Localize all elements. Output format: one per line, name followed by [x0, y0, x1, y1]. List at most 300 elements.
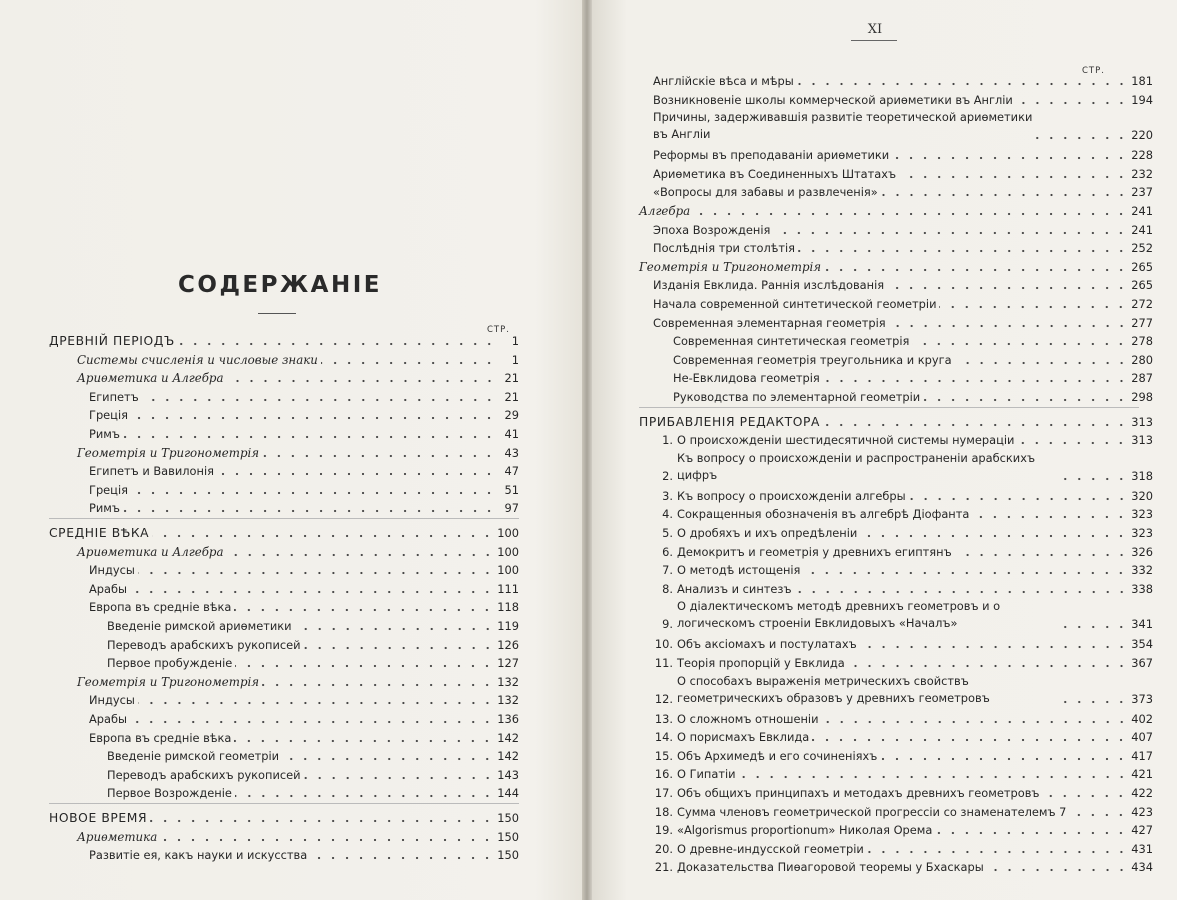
toc-entry-title: Греція: [89, 482, 128, 497]
dot-leader: [295, 627, 495, 631]
toc-entry-title: Реформы въ преподаваніи ариѳметики: [653, 148, 890, 163]
toc-entry-title: Развитіе ея, какъ науки и искусства: [89, 848, 308, 863]
toc-entry-number: 11.: [654, 656, 673, 670]
dot-leader: [923, 398, 1128, 402]
toc-entry-page: 142: [497, 730, 519, 745]
dot-leader: [1069, 813, 1128, 817]
toc-entry-page: 318: [1131, 468, 1153, 483]
toc-entry-page: 1: [511, 334, 519, 348]
toc-subsection: [77, 541, 519, 560]
toc-entry-page: 132: [497, 674, 519, 689]
section-divider: [639, 407, 1139, 408]
dot-leader: [892, 156, 1128, 160]
toc-entry-page: 127: [497, 656, 519, 671]
toc-section: [49, 330, 519, 349]
toc-entry-page: 136: [497, 712, 519, 726]
toc-entry-title: Анализъ и синтезъ: [677, 581, 792, 596]
toc-entry: [653, 237, 1153, 256]
dot-leader: [235, 794, 494, 798]
toc-subsection: [639, 200, 1153, 219]
toc-entry-title: Римъ: [89, 427, 120, 441]
toc-entry: [653, 70, 1153, 89]
toc-entry-page: 431: [1131, 841, 1153, 856]
dot-leader: [867, 850, 1128, 854]
toc-entry: [89, 578, 519, 597]
toc-entry-title: Геометрія и Тригонометрія: [639, 259, 822, 274]
toc-entry-title: Послѣднія три столѣтія: [653, 241, 796, 256]
toc-entry-page: 423: [1131, 804, 1153, 819]
toc-entry-title: Сокращенныя обозначенія въ алгебрѣ Діофанта: [677, 507, 970, 522]
dot-leader: [304, 776, 495, 780]
toc-entry-page: 434: [1131, 860, 1153, 875]
toc-entry-page: 332: [1131, 563, 1153, 578]
toc-entry-title: Объ аксіомахъ и постулатахъ: [677, 637, 857, 652]
dot-leader: [178, 342, 496, 346]
toc-entry: [89, 596, 519, 615]
toc-subsection: [77, 442, 519, 461]
toc-entry-title: Римъ: [89, 501, 120, 516]
toc-subsection: [77, 367, 519, 386]
toc-entry-title: Системы счисленія и числовые знаки: [77, 352, 318, 367]
toc-entry-number: 12.: [654, 691, 673, 706]
title-underline: [258, 313, 296, 314]
toc-entry: [107, 652, 519, 671]
toc-entry: [107, 745, 519, 764]
toc-entry-title: Теорія пропорцій у Евклида: [677, 656, 845, 670]
toc-entry-page: 47: [504, 464, 519, 479]
toc-entry-title: Причины, задерживавшія развитіе теоретической ариѳметики въ Англіи: [653, 110, 1033, 142]
toc-entry-number: 13.: [654, 711, 673, 726]
toc-entry: [651, 856, 1153, 875]
dot-leader: [848, 664, 1129, 668]
toc-entry-title: Сумма членовъ геометрической прогрессіи со знаменателемъ 7: [677, 804, 1067, 819]
dot-leader: [881, 193, 1129, 197]
page-column-label: СТР.: [1082, 66, 1105, 76]
toc-list-left: [49, 330, 519, 870]
toc-entry: [651, 503, 1153, 522]
dot-leader: [823, 423, 1128, 427]
dot-leader: [889, 324, 1129, 328]
page-title: СОДЕРЖАНІЕ: [178, 272, 382, 298]
toc-entry-page: 1: [511, 352, 519, 367]
toc-entry-title: Возникновеніе школы коммерческой ариѳметики въ Англіи: [653, 92, 1013, 107]
toc-entry: [89, 460, 519, 479]
toc-entry-number: 21.: [654, 860, 673, 875]
dot-leader: [150, 819, 494, 823]
page-column-label: СТР.: [487, 325, 510, 335]
toc-entry-page: 100: [497, 563, 519, 578]
dot-leader: [739, 775, 1129, 779]
toc-entry-title: Египетъ и Вавилонія: [89, 464, 214, 479]
dot-leader: [227, 553, 495, 557]
toc-entry-page: 277: [1131, 315, 1153, 330]
toc-entry: [651, 541, 1153, 560]
dot-leader: [797, 82, 1129, 86]
toc-entry-title: Арабы: [89, 581, 128, 596]
toc-entry-page: 97: [504, 501, 519, 516]
toc-entry-page: 407: [1131, 730, 1153, 745]
toc-entry: [653, 274, 1153, 293]
dot-leader: [887, 286, 1128, 290]
toc-entry-title: О діалектическомъ методѣ древнихъ геометровъ и о логическомъ строеніи Евклидовыхъ «Началъ»: [677, 599, 1001, 631]
toc-entry-number: 14.: [654, 730, 673, 745]
toc-entry-page: 367: [1131, 656, 1153, 670]
toc-entry: [89, 423, 519, 442]
toc-entry-title: Алгебра: [639, 204, 691, 218]
dot-leader: [138, 571, 494, 575]
toc-entry-number: 15.: [654, 748, 673, 763]
toc-entry: [89, 497, 519, 516]
toc-entry: [651, 838, 1153, 857]
toc-entry-title: Ариѳметика въ Соединенныхъ Штатахъ: [653, 166, 897, 181]
book-gutter: [582, 0, 592, 900]
toc-entry-page: 194: [1131, 92, 1153, 107]
dot-leader: [912, 342, 1128, 346]
toc-entry-title: О древне-индусской геометріи: [677, 841, 864, 856]
dot-leader: [234, 608, 494, 612]
dot-leader: [798, 249, 1128, 253]
toc-entry-title: О происхожденіи шестидесятичной системы нумераціи: [677, 433, 1015, 448]
toc-list-right: [639, 70, 1153, 885]
toc-entry-number: 17.: [654, 786, 673, 800]
toc-entry-title: Англійскіе вѣса и мѣры: [653, 74, 794, 88]
toc-entry-page: 142: [497, 749, 519, 764]
toc-entry-title: О порисмахъ Евклида: [677, 730, 810, 745]
dot-leader: [823, 379, 1128, 383]
dot-leader: [795, 590, 1129, 594]
toc-entry-title: О сложномъ отношеніи: [677, 711, 819, 726]
toc-entry-number: 9.: [662, 617, 673, 632]
toc-entry: [651, 429, 1153, 448]
toc-entry: [651, 448, 1153, 484]
toc-entry-title: Демокритъ и геометрія у древнихъ египтянъ: [677, 544, 952, 559]
toc-entry-title: Современная геометрія треугольника и круга: [673, 352, 952, 367]
dot-leader: [955, 553, 1129, 557]
toc-entry: [653, 312, 1153, 331]
toc-entry-page: 417: [1131, 748, 1153, 763]
toc-entry: [651, 782, 1153, 801]
dot-leader: [130, 720, 494, 724]
toc-entry-title: Объ общихъ принципахъ и методахъ древнихъ геометровъ: [677, 786, 1040, 800]
toc-entry: [89, 708, 519, 727]
toc-entry-title: Индусы: [89, 693, 135, 708]
toc-entry-title: Ариѳметика: [77, 829, 158, 844]
toc-entry-title: Ариѳметика и Алгебра: [77, 371, 224, 386]
toc-entry: [651, 801, 1153, 820]
toc-entry: [651, 522, 1153, 541]
dot-leader: [1060, 625, 1128, 629]
toc-subsection: [77, 349, 519, 368]
toc-entry: [651, 819, 1153, 838]
toc-entry-title: О Гипатіи: [677, 767, 736, 782]
toc-entry-page: 241: [1131, 204, 1153, 218]
toc-entry-page: 241: [1131, 222, 1153, 237]
toc-entry: [651, 578, 1153, 597]
toc-entry-number: 7.: [662, 563, 673, 578]
dot-leader: [1036, 136, 1128, 140]
dot-leader: [262, 454, 496, 458]
toc-entry: [651, 596, 1153, 632]
toc-entry: [651, 726, 1153, 745]
dot-leader: [773, 231, 1128, 235]
toc-entry-page: 338: [1131, 581, 1153, 596]
toc-entry-title: Введеніе римской геометріи: [107, 749, 280, 764]
dot-leader: [282, 757, 494, 761]
toc-entry-page: 21: [504, 371, 519, 386]
toc-entry: [653, 181, 1153, 200]
toc-entry-title: Переводъ арабскихъ рукописей: [107, 637, 301, 652]
toc-entry-page: 21: [504, 389, 519, 404]
toc-entry-title: Ариѳметика и Алгебра: [77, 544, 224, 559]
toc-entry: [107, 764, 519, 783]
toc-entry-page: 150: [497, 811, 519, 825]
dot-leader: [812, 738, 1128, 742]
toc-entry: [673, 367, 1153, 386]
toc-entry-page: 265: [1131, 259, 1153, 274]
toc-entry-title: Арабы: [89, 712, 128, 726]
dot-leader: [235, 664, 494, 668]
toc-entry-title: «Algorismus proportionum» Николая Орема: [677, 823, 933, 838]
dot-leader: [803, 571, 1128, 575]
toc-entry-page: 150: [497, 829, 519, 844]
toc-entry-page: 287: [1131, 371, 1153, 386]
toc-entry: [651, 671, 1153, 707]
toc-entry-title: Греція: [89, 408, 128, 423]
toc-entry-title: Эпоха Возрожденія: [653, 222, 771, 237]
toc-entry-page: 228: [1131, 148, 1153, 163]
toc-entry: [651, 485, 1153, 504]
toc-entry-title: Геометрія и Тригонометрія: [77, 674, 260, 689]
toc-entry-page: 265: [1131, 278, 1153, 293]
toc-entry-number: 2.: [662, 468, 673, 483]
toc-entry-page: 252: [1131, 241, 1153, 256]
toc-entry-page: 126: [497, 637, 519, 652]
dot-leader: [227, 379, 497, 383]
toc-entry: [653, 163, 1153, 182]
toc-entry-page: 422: [1131, 786, 1153, 800]
toc-entry-title: Современная синтетическая геометрія: [673, 334, 910, 349]
dot-leader: [310, 856, 494, 860]
toc-entry-page: 298: [1131, 390, 1153, 404]
toc-section: [639, 411, 1153, 430]
toc-entry: [89, 727, 519, 746]
toc-entry-page: 29: [504, 408, 519, 423]
toc-entry-page: 313: [1131, 433, 1153, 448]
page-number-underline: [851, 40, 897, 41]
toc-entry-title: Переводъ арабскихъ рукописей: [107, 767, 301, 782]
toc-section: [49, 522, 519, 541]
toc-entry-page: 132: [497, 693, 519, 708]
toc-entry-page: 100: [497, 526, 519, 540]
toc-entry-page: 278: [1131, 334, 1153, 349]
toc-entry-page: 354: [1131, 637, 1153, 652]
toc-entry-title: О способахъ выраженія метрическихъ свойствъ геометрическихъ образовъ у древнихъ геометровъ: [677, 673, 990, 705]
toc-entry: [89, 386, 519, 405]
toc-entry-number: 3.: [662, 488, 673, 503]
toc-entry: [653, 89, 1153, 108]
dot-leader: [824, 268, 1128, 272]
toc-entry: [653, 219, 1153, 238]
toc-entry-number: 16.: [654, 767, 673, 782]
dot-leader: [131, 491, 496, 495]
toc-entry-title: Современная элементарная геометрія: [653, 315, 886, 330]
toc-entry-title: «Вопросы для забавы и развлеченія»: [653, 185, 878, 200]
dot-leader: [130, 590, 494, 594]
dot-leader: [123, 435, 496, 439]
toc-entry: [89, 479, 519, 498]
dot-leader: [123, 509, 496, 513]
dot-leader: [160, 838, 494, 842]
dot-leader: [217, 472, 496, 476]
dot-leader: [987, 868, 1129, 872]
toc-entry-title: Европа въ средніе вѣка: [89, 730, 232, 745]
toc-entry-title: О методѣ истощенія: [677, 563, 801, 578]
dot-leader: [860, 534, 1128, 538]
toc-entry-title: Европа въ средніе вѣка: [89, 600, 232, 615]
toc-entry: [653, 107, 1153, 143]
toc-entry: [651, 633, 1153, 652]
toc-entry-title: ДРЕВНІЙ ПЕРІОДЪ: [49, 334, 175, 348]
toc-entry-page: 118: [497, 600, 519, 615]
toc-entry-page: 280: [1131, 352, 1153, 367]
toc-entry-title: Къ вопросу о происхожденіи алгебры: [677, 488, 906, 503]
toc-entry: [653, 144, 1153, 163]
toc-entry-number: 1.: [662, 433, 673, 448]
toc-entry: [107, 634, 519, 653]
toc-entry: [651, 763, 1153, 782]
dot-leader: [1016, 101, 1128, 105]
dot-leader: [1042, 794, 1128, 798]
toc-entry-title: Египетъ: [89, 389, 139, 404]
toc-entry-page: 373: [1131, 691, 1153, 706]
dot-leader: [1017, 441, 1128, 445]
right-page: [592, 0, 1177, 900]
dot-leader: [138, 701, 494, 705]
toc-entry-title: Геометрія и Тригонометрія: [77, 445, 260, 460]
toc-entry-page: 421: [1131, 767, 1153, 782]
dot-leader: [234, 739, 494, 743]
toc-entry-page: 326: [1131, 544, 1153, 559]
toc-entry: [653, 293, 1153, 312]
toc-entry-number: 20.: [654, 841, 673, 856]
dot-leader: [693, 212, 1128, 216]
toc-entry-page: 323: [1131, 526, 1153, 540]
toc-entry-page: 272: [1131, 297, 1153, 311]
dot-leader: [1060, 700, 1128, 704]
toc-section: [49, 807, 519, 826]
toc-entry-title: Изданія Евклида. Раннія изслѣдованія: [653, 278, 885, 293]
dot-leader: [822, 720, 1129, 724]
toc-entry-number: 8.: [662, 581, 673, 596]
dot-leader: [939, 305, 1128, 309]
toc-entry-number: 19.: [654, 823, 673, 838]
toc-entry-title: Начала современной синтетической геометріи: [653, 297, 937, 311]
toc-entry-title: Первое пробужденіе: [107, 656, 233, 671]
toc-entry: [107, 615, 519, 634]
dot-leader: [860, 645, 1129, 649]
section-divider: [49, 803, 519, 804]
dot-leader: [142, 398, 496, 402]
toc-entry-title: Объ Архимедѣ и его сочиненіяхъ: [677, 748, 878, 763]
toc-entry-page: 181: [1131, 74, 1153, 88]
toc-entry-number: 5.: [662, 526, 673, 540]
toc-entry-page: 111: [497, 581, 519, 596]
toc-entry-title: НОВОЕ ВРЕМЯ: [49, 811, 148, 825]
toc-entry: [651, 745, 1153, 764]
toc-entry-page: 150: [497, 848, 519, 863]
toc-entry-title: Индусы: [89, 563, 135, 578]
toc-subsection: [77, 671, 519, 690]
dot-leader: [955, 361, 1129, 365]
toc-entry-title: Не-Евклидова геометрія: [673, 371, 820, 386]
left-page: [0, 0, 582, 900]
page-number: XI: [867, 22, 883, 37]
toc-entry-page: 341: [1131, 617, 1153, 632]
dot-leader: [899, 175, 1128, 179]
toc-entry-title: Доказательства Пиѳагоровой теоремы у Бхаскары: [677, 860, 984, 875]
toc-entry-title: О дробяхъ и ихъ опредѣленіи: [677, 526, 858, 540]
toc-entry: [89, 559, 519, 578]
dot-leader: [909, 497, 1129, 501]
toc-entry-number: 6.: [662, 544, 673, 559]
toc-entry: [651, 708, 1153, 727]
toc-entry-title: СРЕДНІЕ ВѢКА: [49, 526, 150, 540]
toc-entry-page: 320: [1131, 488, 1153, 503]
toc-entry-title: Руководства по элементарной геометріи: [673, 390, 921, 404]
dot-leader: [321, 361, 496, 365]
toc-entry-number: 10.: [654, 637, 673, 652]
dot-leader: [1060, 477, 1128, 481]
toc-entry-page: 402: [1131, 711, 1153, 726]
toc-subsection: [77, 826, 519, 845]
toc-entry: [673, 349, 1153, 368]
toc-entry: [89, 404, 519, 423]
dot-leader: [304, 646, 495, 650]
dot-leader: [152, 534, 494, 538]
dot-leader: [262, 683, 494, 687]
toc-entry-page: 43: [504, 445, 519, 460]
toc-entry-title: Къ вопросу о происхожденіи и распространеніи арабскихъ цифръ: [677, 450, 1035, 482]
toc-entry-number: 18.: [654, 804, 673, 819]
toc-subsection: [639, 256, 1153, 275]
toc-entry-page: 119: [497, 619, 519, 633]
toc-entry-title: Первое Возрожденіе: [107, 786, 232, 801]
toc-entry-page: 237: [1131, 185, 1153, 200]
toc-entry-page: 100: [497, 544, 519, 559]
toc-entry-page: 220: [1131, 128, 1153, 143]
toc-entry-number: 4.: [662, 507, 673, 522]
toc-entry: [89, 689, 519, 708]
toc-entry-page: 427: [1131, 823, 1153, 838]
toc-entry-page: 41: [504, 427, 519, 441]
toc-entry-page: 313: [1131, 414, 1153, 429]
dot-leader: [972, 515, 1128, 519]
toc-entry-page: 143: [497, 767, 519, 782]
dot-leader: [131, 416, 496, 420]
toc-entry-page: 323: [1131, 507, 1153, 522]
toc-entry-title: ПРИБАВЛЕНІЯ РЕДАКТОРА: [639, 414, 821, 429]
section-divider: [49, 518, 519, 519]
toc-entry: [673, 386, 1153, 405]
toc-entry-page: 144: [497, 786, 519, 801]
dot-leader: [935, 831, 1128, 835]
toc-entry: [107, 782, 519, 801]
toc-entry-page: 232: [1131, 166, 1153, 181]
toc-entry: [673, 330, 1153, 349]
toc-entry-title: Введеніе римской ариѳметики: [107, 619, 292, 633]
toc-entry: [651, 652, 1153, 671]
toc-entry-page: 51: [504, 482, 519, 497]
